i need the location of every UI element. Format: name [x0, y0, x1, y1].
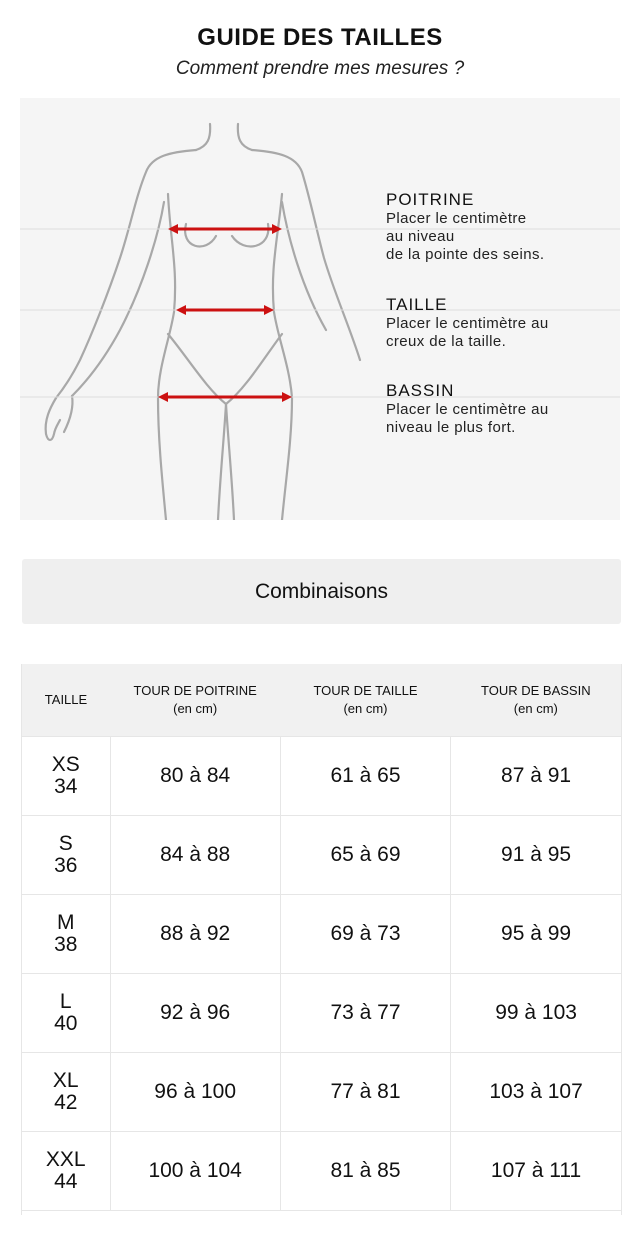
size-cell [22, 737, 110, 816]
header-taille [22, 664, 110, 737]
bassin-cell: 95 à 99 [451, 895, 621, 974]
size-cell [22, 1132, 110, 1211]
taille-cell: 81 à 85 [280, 1132, 450, 1211]
size-cell [22, 816, 110, 895]
table-row [22, 974, 621, 1053]
poitrine-cell: 84 à 88 [110, 816, 280, 895]
measure-bassin [386, 382, 549, 437]
size-number: 36 [54, 854, 78, 877]
poitrine-cell: 100 à 104 [110, 1132, 280, 1211]
size-number: 40 [54, 1012, 78, 1035]
size-letter: M [57, 911, 75, 934]
size-number: 44 [54, 1170, 78, 1193]
measure-taille-line: creux de la taille. [386, 333, 507, 350]
header-label: TOUR DE POITRINE [133, 683, 257, 698]
category-label: Combinaisons [254, 579, 389, 603]
header-tour-poitrine [110, 664, 280, 737]
poitrine-cell: 88 à 92 [110, 895, 280, 974]
table-row [22, 1053, 621, 1132]
bassin-cell: 87 à 91 [451, 737, 621, 816]
measure-poitrine [386, 191, 544, 264]
taille-cell: 77 à 81 [280, 1053, 450, 1132]
measure-poitrine-title: POITRINE [386, 190, 475, 209]
measure-taille-title: TAILLE [386, 295, 448, 314]
bassin-cell: 103 à 107 [451, 1053, 621, 1132]
table-header-row [22, 664, 621, 737]
measure-taille [386, 296, 549, 351]
size-cell [22, 974, 110, 1053]
header-unit: (en cm) [173, 701, 218, 716]
category-header [22, 559, 621, 624]
size-number: 42 [54, 1091, 78, 1114]
measure-poitrine-line: de la pointe des seins. [386, 246, 545, 263]
header-label: TOUR DE TAILLE [313, 683, 418, 698]
measure-poitrine-line: au niveau [386, 228, 455, 245]
size-table [22, 664, 621, 1211]
page-title: GUIDE DES TAILLES [197, 24, 443, 51]
size-number: 38 [54, 933, 78, 956]
size-cell [22, 895, 110, 974]
table-row [22, 737, 621, 816]
measure-bassin-title: BASSIN [386, 381, 455, 400]
measure-bassin-line: niveau le plus fort. [386, 419, 516, 436]
header-tour-taille [280, 664, 450, 737]
header-label: TOUR DE BASSIN [481, 683, 591, 698]
measurement-figure [20, 98, 620, 520]
poitrine-cell: 96 à 100 [110, 1053, 280, 1132]
bassin-cell: 99 à 103 [451, 974, 621, 1053]
bassin-cell: 91 à 95 [451, 816, 621, 895]
table-row [22, 816, 621, 895]
poitrine-cell: 92 à 96 [110, 974, 280, 1053]
taille-cell: 69 à 73 [280, 895, 450, 974]
poitrine-cell: 80 à 84 [110, 737, 280, 816]
taille-cell: 61 à 65 [280, 737, 450, 816]
measure-bassin-line: Placer le centimètre au [386, 401, 549, 418]
header-label: TAILLE [44, 692, 88, 707]
size-cell [22, 1053, 110, 1132]
size-letter: XXL [45, 1148, 86, 1171]
header-tour-bassin [451, 664, 621, 737]
size-number: 34 [54, 775, 78, 798]
measure-taille-line: Placer le centimètre au [386, 315, 549, 332]
taille-cell: 73 à 77 [280, 974, 450, 1053]
size-letter: XS [51, 753, 80, 776]
table-row [22, 895, 621, 974]
page-subtitle: Comment prendre mes mesures ? [175, 58, 465, 79]
bassin-cell: 107 à 111 [451, 1132, 621, 1211]
header-unit: (en cm) [343, 701, 388, 716]
header-unit: (en cm) [513, 701, 558, 716]
size-letter: S [58, 832, 73, 855]
size-letter: L [59, 990, 72, 1013]
table-row [22, 1132, 621, 1211]
size-letter: XL [52, 1069, 79, 1092]
measure-poitrine-line: Placer le centimètre [386, 210, 527, 227]
taille-cell: 65 à 69 [280, 816, 450, 895]
